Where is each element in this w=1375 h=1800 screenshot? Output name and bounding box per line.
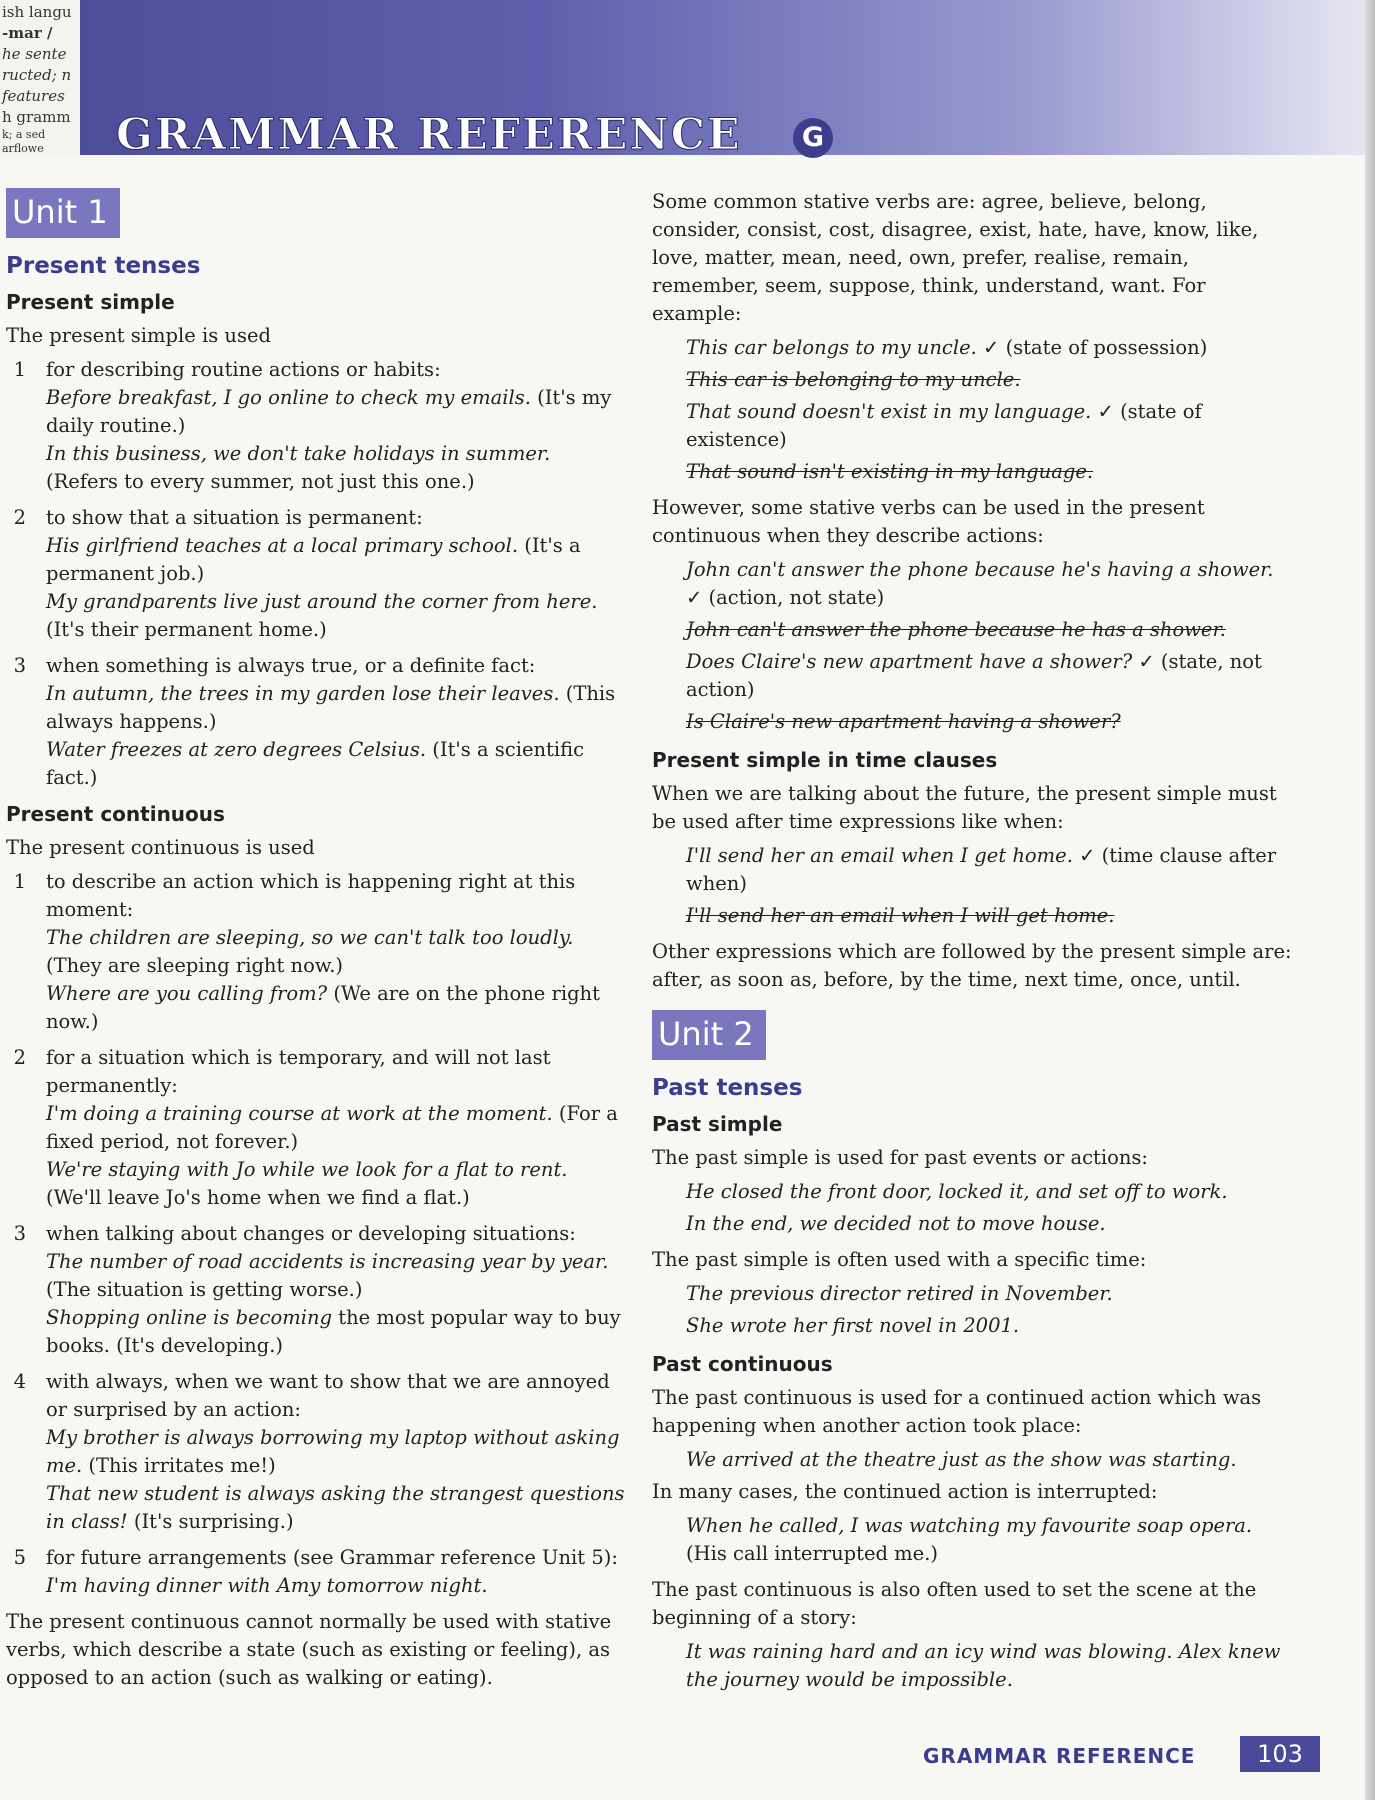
example-note: (For a fixed period, not forever.) bbox=[46, 1102, 618, 1153]
dict-line: features bbox=[2, 87, 65, 105]
example-italic: John can't answer the phone because he's having a shower. bbox=[686, 558, 1274, 581]
example-note: (It's a permanent job.) bbox=[46, 534, 581, 585]
item-text: when something is always true, or a definite fact: bbox=[46, 654, 536, 677]
example-note: ✓ (state, not action) bbox=[686, 650, 1262, 701]
example bbox=[652, 366, 1292, 394]
section-heading: Past tenses bbox=[652, 1075, 803, 1101]
example: In the end, we decided not to move house. bbox=[686, 1212, 1106, 1235]
item-body bbox=[46, 504, 626, 644]
example bbox=[46, 384, 626, 440]
item-text: for future arrangements (see Grammar reference Unit 5): bbox=[46, 1546, 618, 1569]
example-italic: That sound doesn't exist in my language. bbox=[686, 400, 1092, 423]
stative-note: The present continuous cannot normally be used with stative verbs, which describe a state (such as existing or feeling), as opposed to an action (such as walking or eating). bbox=[6, 1610, 612, 1689]
example-note: ✓ (state of possession) bbox=[976, 336, 1208, 359]
footer-label: GRAMMAR REFERENCE bbox=[923, 1744, 1196, 1768]
section-heading: Present tenses bbox=[6, 253, 201, 279]
example-italic: We're staying with Jo while we look for a flat to rent. bbox=[46, 1158, 568, 1181]
dict-line: ructed; n bbox=[2, 66, 72, 84]
intro-text: The present continuous is used bbox=[6, 836, 315, 859]
incorrect-example: That sound isn't existing in my language. bbox=[686, 460, 1094, 483]
item-number: 3 bbox=[13, 1222, 26, 1245]
list-item bbox=[6, 652, 626, 792]
example: It was raining hard and an icy wind was blowing. Alex knew the journey would be impossible. bbox=[686, 1640, 1281, 1691]
example bbox=[46, 1156, 626, 1212]
list-item bbox=[6, 1220, 626, 1360]
example-italic: In this business, we don't take holidays in summer. bbox=[46, 442, 551, 465]
list-item bbox=[6, 504, 626, 644]
example-italic: The children are sleeping, so we can't talk too loudly. bbox=[46, 926, 574, 949]
time-clause-examples bbox=[652, 842, 1292, 930]
item-text: to describe an action which is happening right at this moment: bbox=[46, 870, 576, 921]
intro-text: The past continuous is used for a continued action which was happening when another action took place: bbox=[652, 1386, 1262, 1437]
example-note: (It's a scientific fact.) bbox=[46, 738, 585, 789]
item-text: to show that a situation is permanent: bbox=[46, 506, 423, 529]
incorrect-example: I'll send her an email when I will get home. bbox=[686, 904, 1115, 927]
item-number: 1 bbox=[13, 358, 26, 381]
example-italic: Shopping online is becoming bbox=[46, 1306, 333, 1329]
example-italic: I'm having dinner with Amy tomorrow night. bbox=[46, 1574, 488, 1597]
present-continuous-list bbox=[6, 868, 626, 1600]
example bbox=[652, 556, 1292, 612]
example bbox=[46, 924, 626, 980]
example-italic: My grandparents live just around the corner from here. bbox=[46, 590, 598, 613]
subsection-heading: Present continuous bbox=[6, 802, 225, 826]
example-note: ✓ (time clause after when) bbox=[686, 844, 1277, 895]
example bbox=[46, 1248, 626, 1304]
list-item bbox=[6, 1044, 626, 1212]
example-note: (His call interrupted me.) bbox=[686, 1542, 939, 1565]
item-text: with always, when we want to show that we are annoyed or surprised by an action: bbox=[46, 1370, 610, 1421]
item-body bbox=[46, 356, 626, 496]
intro-text: The present simple is used bbox=[6, 324, 272, 347]
dictionary-fragment bbox=[0, 0, 80, 157]
example bbox=[652, 1512, 1292, 1568]
unit-label: Unit 2 bbox=[652, 1010, 766, 1060]
example-note: (It's surprising.) bbox=[127, 1510, 294, 1533]
page-title: GRAMMAR REFERENCE bbox=[116, 110, 742, 160]
example-italic: Water freezes at zero degrees Celsius. bbox=[46, 738, 427, 761]
intro-text: When we are talking about the future, the present simple must be used after time expressions like when: bbox=[652, 782, 1277, 833]
list-item bbox=[6, 1368, 626, 1536]
item-body bbox=[46, 1544, 626, 1600]
dict-line: he sente bbox=[2, 45, 67, 63]
example bbox=[46, 532, 626, 588]
item-number: 3 bbox=[13, 654, 26, 677]
however-text: However, some stative verbs can be used in the present continuous when they describe actions: bbox=[652, 496, 1205, 547]
item-body bbox=[46, 868, 626, 1036]
example-note: (Refers to every summer, not just this one.) bbox=[46, 470, 475, 493]
subsection-heading: Past continuous bbox=[652, 1352, 833, 1376]
example-note: the most popular way to buy books. (It's developing.) bbox=[46, 1306, 621, 1357]
specific-text: The past simple is often used with a specific time: bbox=[652, 1248, 1147, 1271]
present-simple-list bbox=[6, 356, 626, 792]
item-body bbox=[46, 1220, 626, 1360]
example bbox=[652, 648, 1292, 704]
incorrect-example: Is Claire's new apartment having a shower? bbox=[686, 710, 1121, 733]
page-edge bbox=[1365, 0, 1375, 1800]
list-item bbox=[6, 1544, 626, 1600]
example bbox=[652, 334, 1292, 362]
list-item bbox=[6, 868, 626, 1036]
item-body bbox=[46, 652, 626, 792]
dict-line: ish langu bbox=[2, 3, 72, 21]
interrupted-text: In many cases, the continued action is interrupted: bbox=[652, 1480, 1158, 1503]
dict-line: -mar / bbox=[2, 24, 53, 42]
example bbox=[46, 588, 626, 644]
example bbox=[652, 616, 1292, 644]
item-number: 1 bbox=[13, 870, 26, 893]
dict-line: h gramm bbox=[2, 108, 71, 126]
example-italic: In autumn, the trees in my garden lose their leaves. bbox=[46, 682, 560, 705]
example-note: ✓ (state of existence) bbox=[686, 400, 1202, 451]
example bbox=[652, 708, 1292, 736]
stative-list: Some common stative verbs are: agree, believe, belong, consider, consist, cost, disagree, exist, hate, have, know, like, love, matter, mean, need, own, prefer, realise, remain, remember, seem, suppose, think, understand, want. For example: bbox=[652, 190, 1259, 325]
example-note: (They are sleeping right now.) bbox=[46, 954, 344, 977]
example-italic: His girlfriend teaches at a local primary school. bbox=[46, 534, 519, 557]
example-italic: This car belongs to my uncle. bbox=[686, 336, 977, 359]
example bbox=[46, 736, 626, 792]
example bbox=[46, 1480, 626, 1536]
example-italic: The number of road accidents is increasing year by year. bbox=[46, 1250, 609, 1273]
list-item bbox=[6, 356, 626, 496]
item-text: when talking about changes or developing situations: bbox=[46, 1222, 576, 1245]
scene-text: The past continuous is also often used to set the scene at the beginning of a story: bbox=[652, 1578, 1257, 1629]
page-number: 103 bbox=[1240, 1736, 1320, 1772]
example: She wrote her first novel in 2001. bbox=[686, 1314, 1020, 1337]
item-text: for a situation which is temporary, and will not last permanently: bbox=[46, 1046, 551, 1097]
example bbox=[652, 398, 1292, 454]
example-note: (We are on the phone right now.) bbox=[46, 982, 600, 1033]
example bbox=[46, 1100, 626, 1156]
example-italic: Does Claire's new apartment have a shower? bbox=[686, 650, 1133, 673]
example: He closed the front door, locked it, and set off to work. bbox=[686, 1180, 1228, 1203]
unit-label: Unit 1 bbox=[6, 188, 120, 238]
example-italic: Before breakfast, I go online to check my emails. bbox=[46, 386, 531, 409]
example: The previous director retired in November. bbox=[686, 1282, 1113, 1305]
stative-examples bbox=[652, 334, 1292, 486]
item-number: 2 bbox=[13, 1046, 26, 1069]
other-expressions: Other expressions which are followed by the present simple are: after, as soon as, before, by the time, next time, once, until. bbox=[652, 940, 1292, 991]
example-italic: When he called, I was watching my favourite soap opera. bbox=[686, 1514, 1253, 1537]
subsection-heading: Present simple bbox=[6, 290, 175, 314]
example-note: (The situation is getting worse.) bbox=[46, 1278, 363, 1301]
section-badge: G bbox=[793, 118, 833, 158]
example bbox=[46, 980, 626, 1036]
example-note: (It's my daily routine.) bbox=[46, 386, 612, 437]
example bbox=[46, 680, 626, 736]
example bbox=[46, 1304, 626, 1360]
example: We arrived at the theatre just as the show was starting. bbox=[686, 1448, 1237, 1471]
item-number: 2 bbox=[13, 506, 26, 529]
item-text: for describing routine actions or habits: bbox=[46, 358, 441, 381]
example bbox=[652, 902, 1292, 930]
subsection-heading: Past simple bbox=[652, 1112, 783, 1136]
example-italic: My brother is always borrowing my laptop without asking me. bbox=[46, 1426, 620, 1477]
incorrect-example: John can't answer the phone because he has a shower. bbox=[686, 618, 1226, 641]
right-column bbox=[652, 188, 1292, 1698]
example bbox=[46, 1424, 626, 1480]
example-italic: Where are you calling from? bbox=[46, 982, 328, 1005]
example-note: (It's their permanent home.) bbox=[46, 618, 327, 641]
example-note: (We'll leave Jo's home when we find a flat.) bbox=[46, 1186, 470, 1209]
example-note: (This irritates me!) bbox=[82, 1454, 276, 1477]
intro-text: The past simple is used for past events or actions: bbox=[652, 1146, 1148, 1169]
left-column bbox=[6, 188, 626, 1698]
example-italic: I'm doing a training course at work at the moment. bbox=[46, 1102, 553, 1125]
incorrect-example: This car is belonging to my uncle. bbox=[686, 368, 1021, 391]
item-number: 4 bbox=[13, 1370, 26, 1393]
dict-line: k; a sed bbox=[2, 128, 46, 141]
subsection-heading: Present simple in time clauses bbox=[652, 748, 998, 772]
example bbox=[46, 1572, 626, 1600]
item-body bbox=[46, 1368, 626, 1536]
example bbox=[46, 440, 626, 496]
dict-line: arflowe bbox=[2, 142, 44, 155]
example-italic: I'll send her an email when I get home. bbox=[686, 844, 1073, 867]
example-note: ✓ (action, not state) bbox=[686, 586, 885, 609]
item-body bbox=[46, 1044, 626, 1212]
example-italic: That new student is always asking the strangest questions in class! bbox=[46, 1482, 625, 1533]
example-note: (This always happens.) bbox=[46, 682, 616, 733]
action-examples bbox=[652, 556, 1292, 736]
item-number: 5 bbox=[13, 1546, 26, 1569]
example bbox=[652, 458, 1292, 486]
example bbox=[652, 842, 1292, 898]
